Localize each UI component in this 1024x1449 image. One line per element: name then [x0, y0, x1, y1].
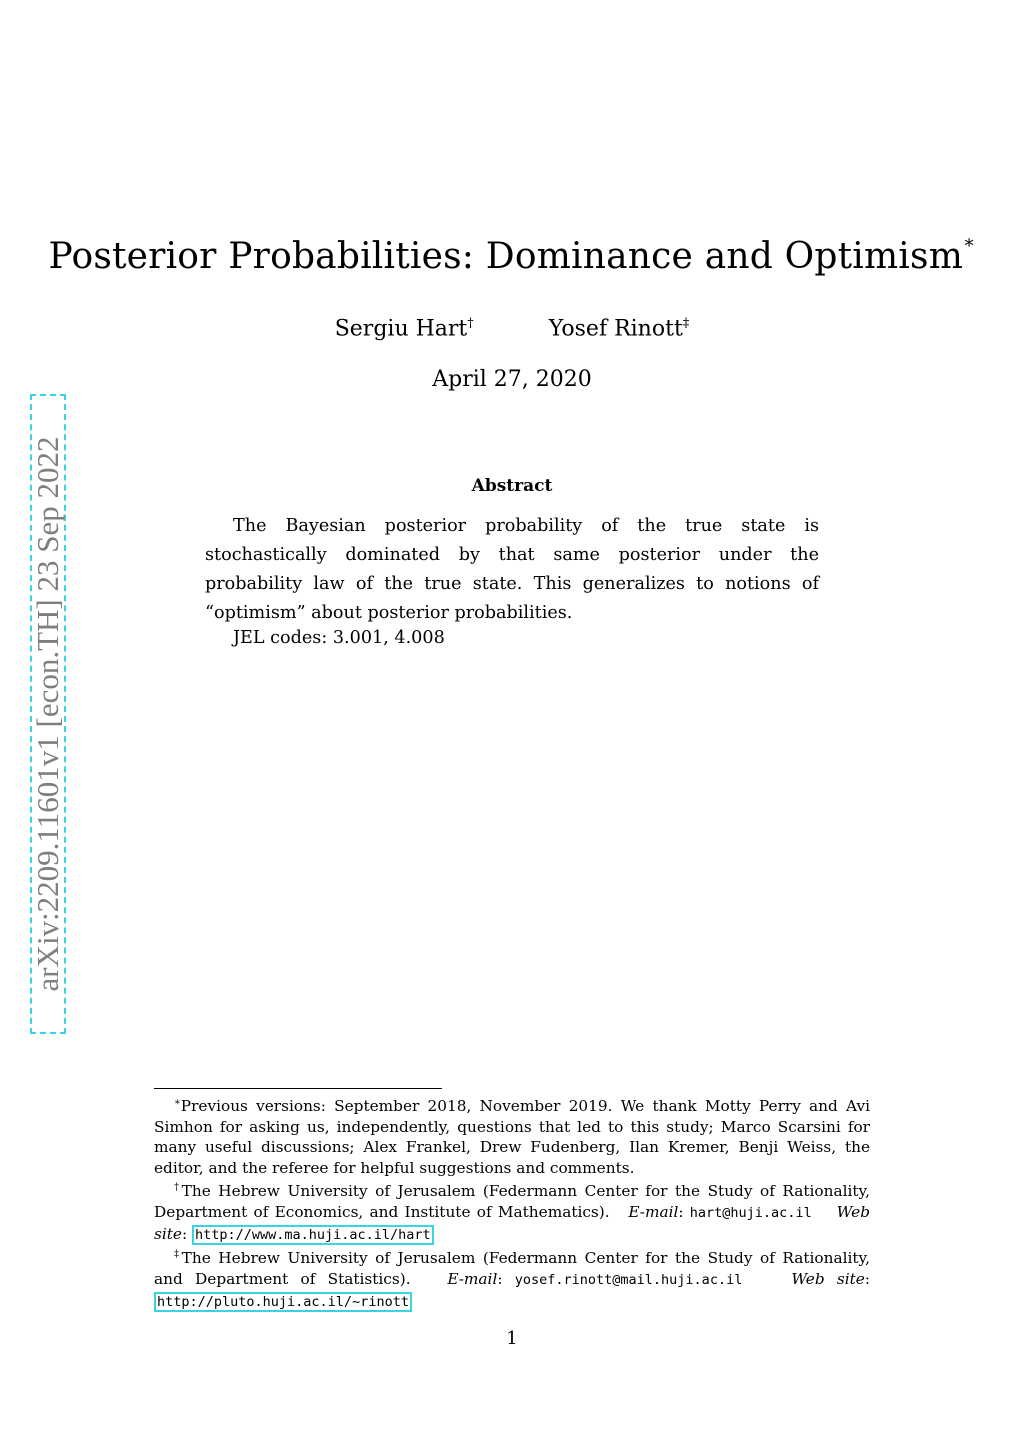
author-name: Sergiu Hart: [334, 316, 468, 342]
homepage-link-hart[interactable]: http://www.ma.huji.ac.il/hart: [192, 1225, 434, 1245]
author-hart: [335, 316, 474, 341]
author-footnote-mark: ‡: [682, 316, 690, 331]
footnote-text: The Hebrew University of Jerusalem (Federmann Center for the Study of Rationality, and Department of Statistics).: [154, 1249, 871, 1289]
footnote-separator: [154, 1088, 442, 1089]
footnote-3: ‡The Hebrew University of Jerusalem (Federmann Center for the Study of Rationality, and Department of Statistics). E-mail: yosef.rinott@mail.huji.ac.il Web site: http://pluto.huji.ac.il/~rinott: [154, 1249, 871, 1310]
paper-date: April 27, 2020: [432, 367, 592, 392]
web-label: Web site: [154, 1203, 870, 1243]
homepage-link-rinott[interactable]: http://pluto.huji.ac.il/~rinott: [154, 1292, 412, 1312]
email-address[interactable]: yosef.rinott@mail.huji.ac.il: [514, 1272, 743, 1289]
footnote-mark: ∗: [174, 1097, 181, 1108]
author-list: [0, 316, 1024, 341]
email-address[interactable]: hart@huji.ac.il: [689, 1205, 812, 1222]
author-name: Yosef Rinott: [548, 316, 683, 342]
jel-codes: JEL codes: 3.001, 4.008: [233, 628, 445, 648]
email-label: E-mail: [628, 1203, 679, 1222]
abstract-paragraph: The Bayesian posterior probability of the true state is stochastically dominated by that same posterior under the probability law of the true state. This generalizes to notions of “optimism” about posterior probabilities.: [205, 516, 819, 623]
footnote-text: Previous versions: September 2018, November 2019. We thank Motty Perry and Avi Simhon for asking us, independently, questions that led to this study; Marco Scarsini for many useful discussions; Alex Frankel, Drew Fudenberg, Ilan Kremer, Benji Weiss, the editor, and the referee for helpful suggestions and comments.: [154, 1097, 870, 1177]
web-label: Web site: [791, 1270, 865, 1289]
abstract-body: [205, 512, 819, 628]
page-number: 1: [506, 1328, 518, 1349]
author-rinott: [549, 316, 690, 341]
footnote-text: The Hebrew University of Jerusalem (Federmann Center for the Study of Rationality, Department of Economics, and Institute of Mathematics).: [154, 1182, 871, 1222]
footnote-1: [154, 1093, 870, 1178]
title-footnote-mark: ∗: [963, 232, 976, 253]
paper-title: [0, 232, 1024, 277]
abstract-heading: Abstract: [471, 476, 553, 496]
footnote-mark: ‡: [174, 1249, 182, 1261]
footnote-mark: †: [174, 1182, 182, 1194]
title-text: Posterior Probabilities: Dominance and Optimism: [48, 236, 964, 277]
footnote-2: †The Hebrew University of Jerusalem (Federmann Center for the Study of Rationality, Department of Economics, and Institute of Mathematics). E-mail: hart@huji.ac.il Web site: http://www.ma.huji.ac.il/hart: [154, 1182, 871, 1243]
arxiv-id-text: arXiv:2209.11601v1 [econ.TH] 23 Sep 2022: [30, 436, 65, 992]
email-label: E-mail: [447, 1270, 498, 1289]
footnotes: [154, 1093, 870, 1312]
author-footnote-mark: †: [467, 316, 474, 331]
